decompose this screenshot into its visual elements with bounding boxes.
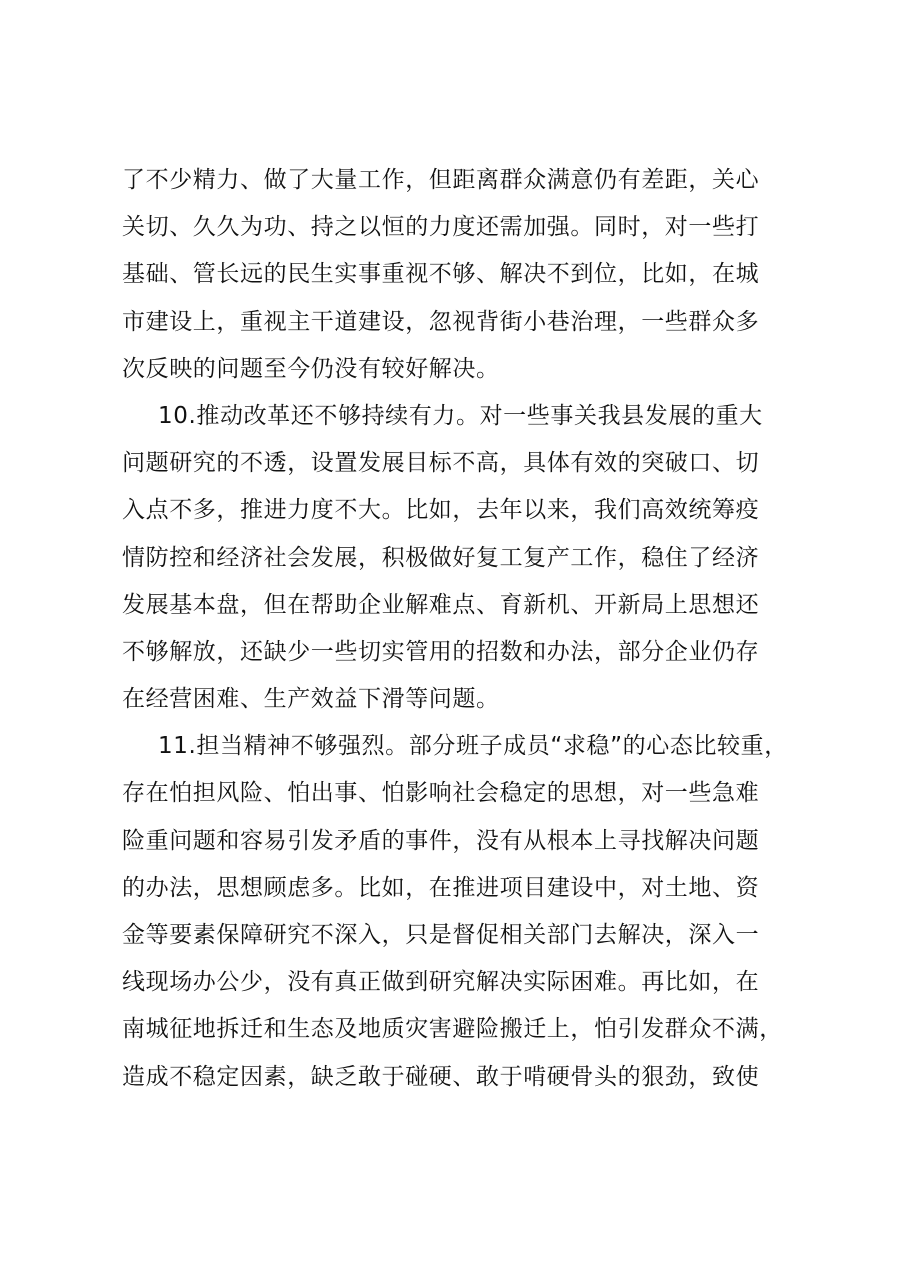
text-line: 险重问题和容易引发矛盾的事件，没有从根本上寻找解决问题 <box>122 827 760 854</box>
text-line: 南城征地拆迁和生态及地质灾害避险搬迁上，怕引发群众不满， <box>122 1016 783 1043</box>
text-line: 发展基本盘，但在帮助企业解难点、育新机、开新局上思想还 <box>122 591 760 618</box>
text-line: 了不少精力、做了大量工作，但距离群众满意仍有差距，关心 <box>122 167 760 193</box>
text-line: 入点不多，推进力度不大。比如，去年以来，我们高效统筹疫 <box>122 497 760 524</box>
paragraph-start-line: 10.推动改革还不够持续有力。对一些事关我县发展的重大 <box>158 402 763 429</box>
text-line: 在经营困难、生产效益下滑等问题。 <box>122 686 500 713</box>
text-line: 不够解放，还缺少一些切实管用的招数和办法，部分企业仍存 <box>122 638 760 665</box>
paragraph-start-line: 11.担当精神不够强烈。部分班子成员“求稳”的心态比较重， <box>158 733 788 760</box>
text-line: 存在怕担风险、怕出事、怕影响社会稳定的思想，对一些急难 <box>122 780 760 807</box>
document-body <box>122 157 822 1101</box>
text-line: 基础、管长远的民生实事重视不够、解决不到位，比如，在城 <box>122 261 760 288</box>
text-line: 的办法，思想顾虑多。比如，在推进项目建设中，对土地、资 <box>122 874 760 901</box>
text-line: 线现场办公少，没有真正做到研究解决实际困难。再比如，在 <box>122 969 760 996</box>
text-line: 情防控和经济社会发展，积极做好复工复产工作，稳住了经济 <box>122 544 760 571</box>
text-line: 次反映的问题至今仍没有较好解决。 <box>122 355 500 382</box>
text-line: 市建设上，重视主干道建设，忽视背街小巷治理，一些群众多 <box>122 308 760 335</box>
text-line: 造成不稳定因素，缺乏敢于碰硬、敢于啃硬骨头的狠劲，致使 <box>122 1063 760 1090</box>
text-line: 关切、久久为功、持之以恒的力度还需加强。同时，对一些打 <box>122 214 760 241</box>
text-line: 金等要素保障研究不深入，只是督促相关部门去解决，深入一 <box>122 922 760 948</box>
text-line: 问题研究的不透，设置发展目标不高，具体有效的突破口、切 <box>122 450 760 477</box>
